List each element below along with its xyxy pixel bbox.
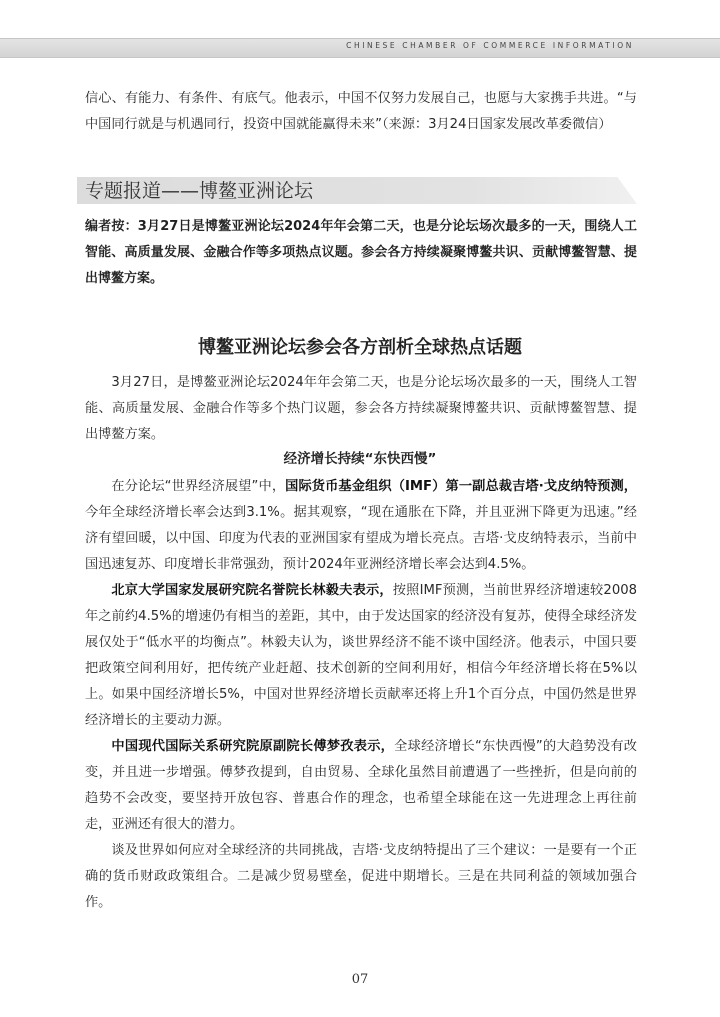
paragraph-fu-mengzi <box>85 734 637 838</box>
speaker-lin-yifu: 北京大学国家发展研究院名誉院长林毅夫表示， <box>111 583 393 598</box>
paragraph-three-suggestions: 谈及世界如何应对全球经济的共同挑战，吉塔·戈皮纳特提出了三个建议：一是要有一个正确的货币财政政策组合。二是减少贸易壁垒，促进中期增长。三是在共同利益的领域加强合作。 <box>85 843 637 910</box>
article-lead-paragraph: 3月27日，是博鳌亚洲论坛2024年年会第二天，也是分论坛场次最多的一天，围绕人工智能、高质量发展、金融合作等多个热门议题，参会各方持续凝聚博鳌共识、贡献博鳌智慧、提出博鳌方案。 <box>85 375 637 442</box>
paragraph-lin-yifu-body: 按照IMF预测，当前世界经济增速较2008年之前约4.5%的增速仍有相当的差距，其中，由于发达国家的经济没有复苏，使得全球经济发展仅处于“低水平的均衡点”。林毅夫认为，谈世界经济不能不谈中国经济。他表示，中国只要把政策空间利用好，把传统产业赶超、技术创新的空间利用好，相信今年经济增长将在5%以上。如果中国经济增长5%，中国对世界经济增长贡献率还将上升1个百分点，中国仍然是世界经济增长的主要动力源。 <box>85 583 637 728</box>
speaker-gopinath: 国际货币基金组织（IMF）第一副总裁吉塔·戈皮纳特预测， <box>285 479 637 494</box>
header-banner-text: CHINESE CHAMBER OF COMMERCE INFORMATION <box>346 41 634 50</box>
paragraph-fu-mengzi-body: 全球经济增长“东快西慢”的大趋势没有改变，并且进一步增强。傅梦孜提到，自由贸易、全球化虽然目前遭遇了一些挫折，但是向前的趋势不会改变，要坚持开放包容、普惠合作的理念，也希望全球能在这一先进理念上再往前走，亚洲还有很大的潜力。 <box>85 739 637 832</box>
paragraph-lin-yifu <box>85 578 637 734</box>
paragraph-imf-body: 今年全球经济增长率会达到3.1%。据其观察，“现在通胀在下降，并且亚洲下降更为迅速。”经济有望回暖，以中国、印度为代表的亚洲国家有望成为增长亮点。吉塔·戈皮纳特表示，当前中国迅速复苏、印度增长非常强劲，预计2024年亚洲经济增长率会达到4.5%。 <box>85 505 637 572</box>
speaker-fu-mengzi: 中国现代国际关系研究院原副院长傅梦孜表示， <box>111 739 395 754</box>
paragraph-imf-forecast <box>85 474 637 578</box>
article-title: 博鳌亚洲论坛参会各方剖析全球热点话题 <box>198 337 522 358</box>
page-number: 07 <box>351 972 369 987</box>
editor-note: 编者按：3月27日是博鳌亚洲论坛2024年年会第二天，也是分论坛场次最多的一天，围绕人工智能、高质量发展、金融合作等多项热点议题。参会各方持续凝聚博鳌共识、贡献博鳌智慧、提出博鳌方案。 <box>85 219 637 286</box>
section-title: 专题报道——博鳌亚洲论坛 <box>85 180 314 202</box>
intro-paragraph: 信心、有能力、有条件、有底气。他表示，中国不仅努力发展自己，也愿与大家携手共进。“与中国同行就是与机遇同行，投资中国就能赢得未来”（来源：3月24日国家发展改革委微信） <box>85 91 637 132</box>
paragraph-imf-prefix: 在分论坛“世界经济展望”中， <box>111 479 286 494</box>
article-subheading: 经济增长持续“东快西慢” <box>283 451 437 467</box>
